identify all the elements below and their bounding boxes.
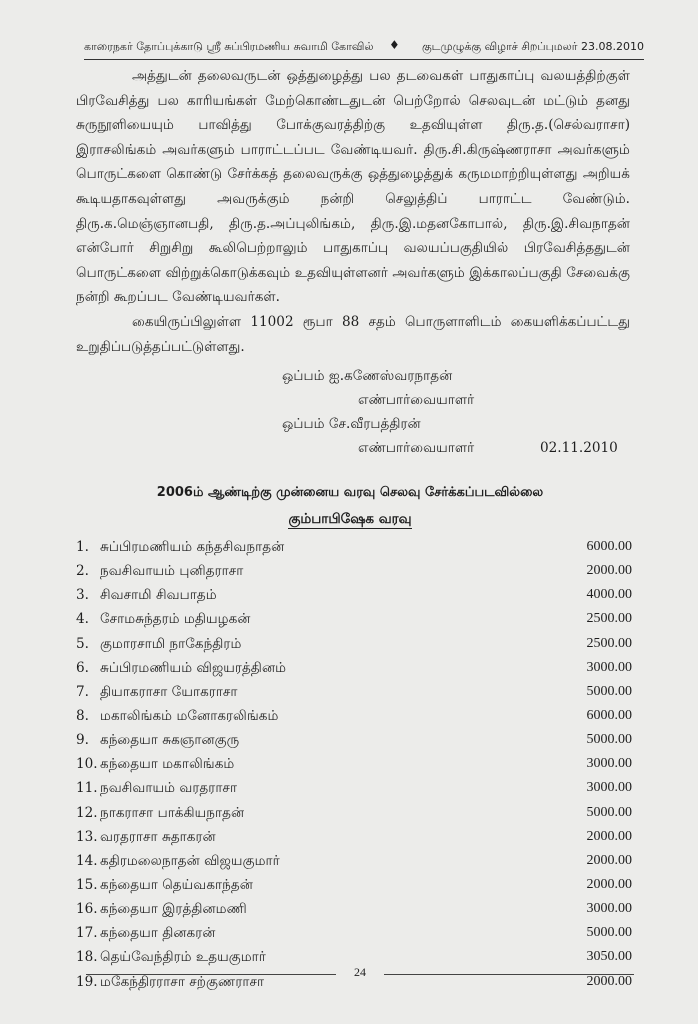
paragraph-1: அத்துடன் தலைவருடன் ஒத்துழைத்து பல தடவைகள் பாதுகாப்பு வலயத்திற்குள் பிரவேசித்து பல காரியங்கள் மேற்கொண்டதுடன் பெற்றோல் செலவுடன் மட்டும் தனது சுருநூளியையும் பாவித்து போக்குவரத்திற்கு உதவியுள்ள திரு.த.(செல்வராசா) இராசலிங்கம் அவர்களும் பாராட்டப்பட வேண்டியவர். திரு.சி.கிருஷ்ணராசா அவர்களும் பொருட்களை கொண்டு சேர்க்கத் தலைவருக்கு ஒத்துழைத்துக் கருமமாற்றியுள்ளது அறியக் கூடியதாகவுள்ளது அவருக்கும் நன்றி செலுத்திப் பாராட்ட வேண்டும். திரு.க.மெஞ்ஞானபதி, திரு.த.அப்புலிங்கம், திரு.இ.மதனகோபால், திரு.இ.சிவநாதன் என்போர் சிறுசிறு கூலிபெற்றாலும் பாதுகாப்பு வலயப்பகுதியில் பிரவேசித்ததுடன் பொருட்களை விற்றுக்கொடுக்கவும் உதவியுள்ளனர் அவர்களும் இக்காலப்பகுதி சேவைக்கு நன்றி கூறப்பட வேண்டியவர்கள். [76,68,630,306]
item-number: 5. [76,635,89,652]
donation-amount: 6000.00 [586,539,632,554]
item-number: 12. [76,804,98,821]
list-item [76,849,632,873]
donor-name: சுப்பிரமணியம் கந்தசிவநாதன் [100,539,285,555]
donor-name: தெய்வேந்திரம் உதயகுமார் [100,949,266,966]
donor-name: சிவசாமி சிவபாதம் [100,587,217,604]
donation-amount: 2500.00 [586,611,632,627]
item-number: 19. [76,973,98,990]
header-subtitle: குடமுழுக்கு விழாச் சிறப்புமலர் 23.08.2010 [421,40,644,53]
list-item [76,656,632,680]
page-header [84,34,644,62]
donor-name: சுப்பிரமணியம் விஜயரத்தினம் [100,659,287,676]
donation-amount: 5000.00 [586,804,632,820]
donor-name: நாகராசா பாக்கியநாதன் [100,804,245,821]
signature-1-title: எண்பார்வையாளர் [358,392,475,408]
item-number: 16. [76,901,98,918]
footer-rule-right [384,974,634,975]
donor-name: கந்தையா தெய்வகாந்தன் [100,876,253,893]
item-number: 13. [76,828,98,845]
donation-amount: 5000.00 [586,683,632,699]
donor-name: தியாகராசா யோகராசா [100,683,238,700]
page-number: 24 [354,965,366,979]
list-item [76,801,632,825]
item-number: 11. [76,780,98,797]
list-item [76,583,632,607]
paragraph-2: கையிருப்பிலுள்ள 11002 ரூபா 88 சதம் பொருளாளிடம் கையளிக்கப்பட்டது உறுதிப்படுத்தப்பட்டுள்ளது. [76,313,630,355]
donation-amount: 6000.00 [586,707,632,723]
donor-name: மகாலிங்கம் மனோகரலிங்கம் [100,707,279,724]
item-number: 18. [76,949,98,966]
donation-amount: 4000.00 [586,587,632,603]
list-item [76,607,632,631]
donor-name: கந்தையா தினகரன் [100,925,216,942]
donation-list [76,535,632,994]
page-footer [86,965,634,985]
header-rule [84,59,644,60]
donation-amount: 3000.00 [586,659,632,675]
donation-amount: 2000.00 [586,563,632,579]
list-item [76,897,632,921]
item-number: 15. [76,876,98,893]
section-heading [60,511,640,529]
signature-2-name: ஒப்பம் சே.வீரபத்திரன் [282,416,421,432]
item-number: 6. [76,659,89,676]
list-item [76,728,632,752]
item-number: 9. [76,732,89,749]
item-number: 7. [76,683,89,700]
signature-2-title: எண்பார்வையாளர் [358,440,475,456]
donation-amount: 2000.00 [586,828,632,844]
signature-date: 02.11.2010 [540,440,618,456]
donation-amount: 2000.00 [586,876,632,892]
donor-name: கந்தையா இரத்தினமணி [100,901,247,918]
item-number: 14. [76,852,98,869]
list-item [76,873,632,897]
donation-amount: 2000.00 [586,973,632,989]
list-item [76,535,632,559]
donation-amount: 3050.00 [586,949,632,965]
donor-name: சோமசுந்தரம் மதியழகன் [100,611,251,628]
list-item [76,559,632,583]
donor-name: கந்தையா மகாலிங்கம் [100,756,235,773]
donation-amount: 3000.00 [586,780,632,796]
donation-amount: 2500.00 [586,635,632,651]
item-number: 10. [76,756,98,773]
donor-name: குமாரசாமி நாகேந்திரம் [100,635,242,652]
body-text [76,64,630,359]
donation-amount: 3000.00 [586,901,632,917]
item-number: 1. [76,539,89,555]
list-item [76,680,632,704]
item-number: 3. [76,587,89,604]
donation-amount: 2000.00 [586,852,632,868]
list-item [76,825,632,849]
donor-name: மகேந்திரராசா சற்குணராசா [100,973,265,990]
item-number: 8. [76,707,89,724]
donation-amount: 5000.00 [586,732,632,748]
donor-name: நவசிவாயம் புனிதராசா [100,563,244,580]
donor-name: கதிரமலைநாதன் விஜயகுமார் [100,852,280,869]
donor-name: நவசிவாயம் வரதராசா [100,780,238,797]
signature-1-name: ஒப்பம் ஐ.கணேஸ்வரநாதன் [282,368,453,384]
section-heading-text: கும்பாபிஷேக வரவு [288,511,412,527]
donation-amount: 5000.00 [586,925,632,941]
donor-name: கந்தையா சுகஞானகுரு [100,732,240,749]
list-item [76,921,632,945]
note-heading: 2006ம் ஆண்டிற்கு முன்னைய வரவு செலவு சேர்க்கப்படவில்லை [156,485,544,500]
list-item [76,752,632,776]
list-item [76,704,632,728]
item-number: 17. [76,925,98,942]
header-title: காரைநகர் தோப்புக்காடு ஸ்ரீ சுப்பிரமணிய சுவாமி கோவில் [84,40,374,53]
donation-amount: 3000.00 [586,756,632,772]
item-number: 2. [76,563,89,580]
item-number: 4. [76,611,89,628]
donor-name: வரதராசா சுதாகரன் [100,828,216,845]
lamp-icon: ♦ [389,38,400,52]
list-item [76,776,632,800]
list-item [76,632,632,656]
